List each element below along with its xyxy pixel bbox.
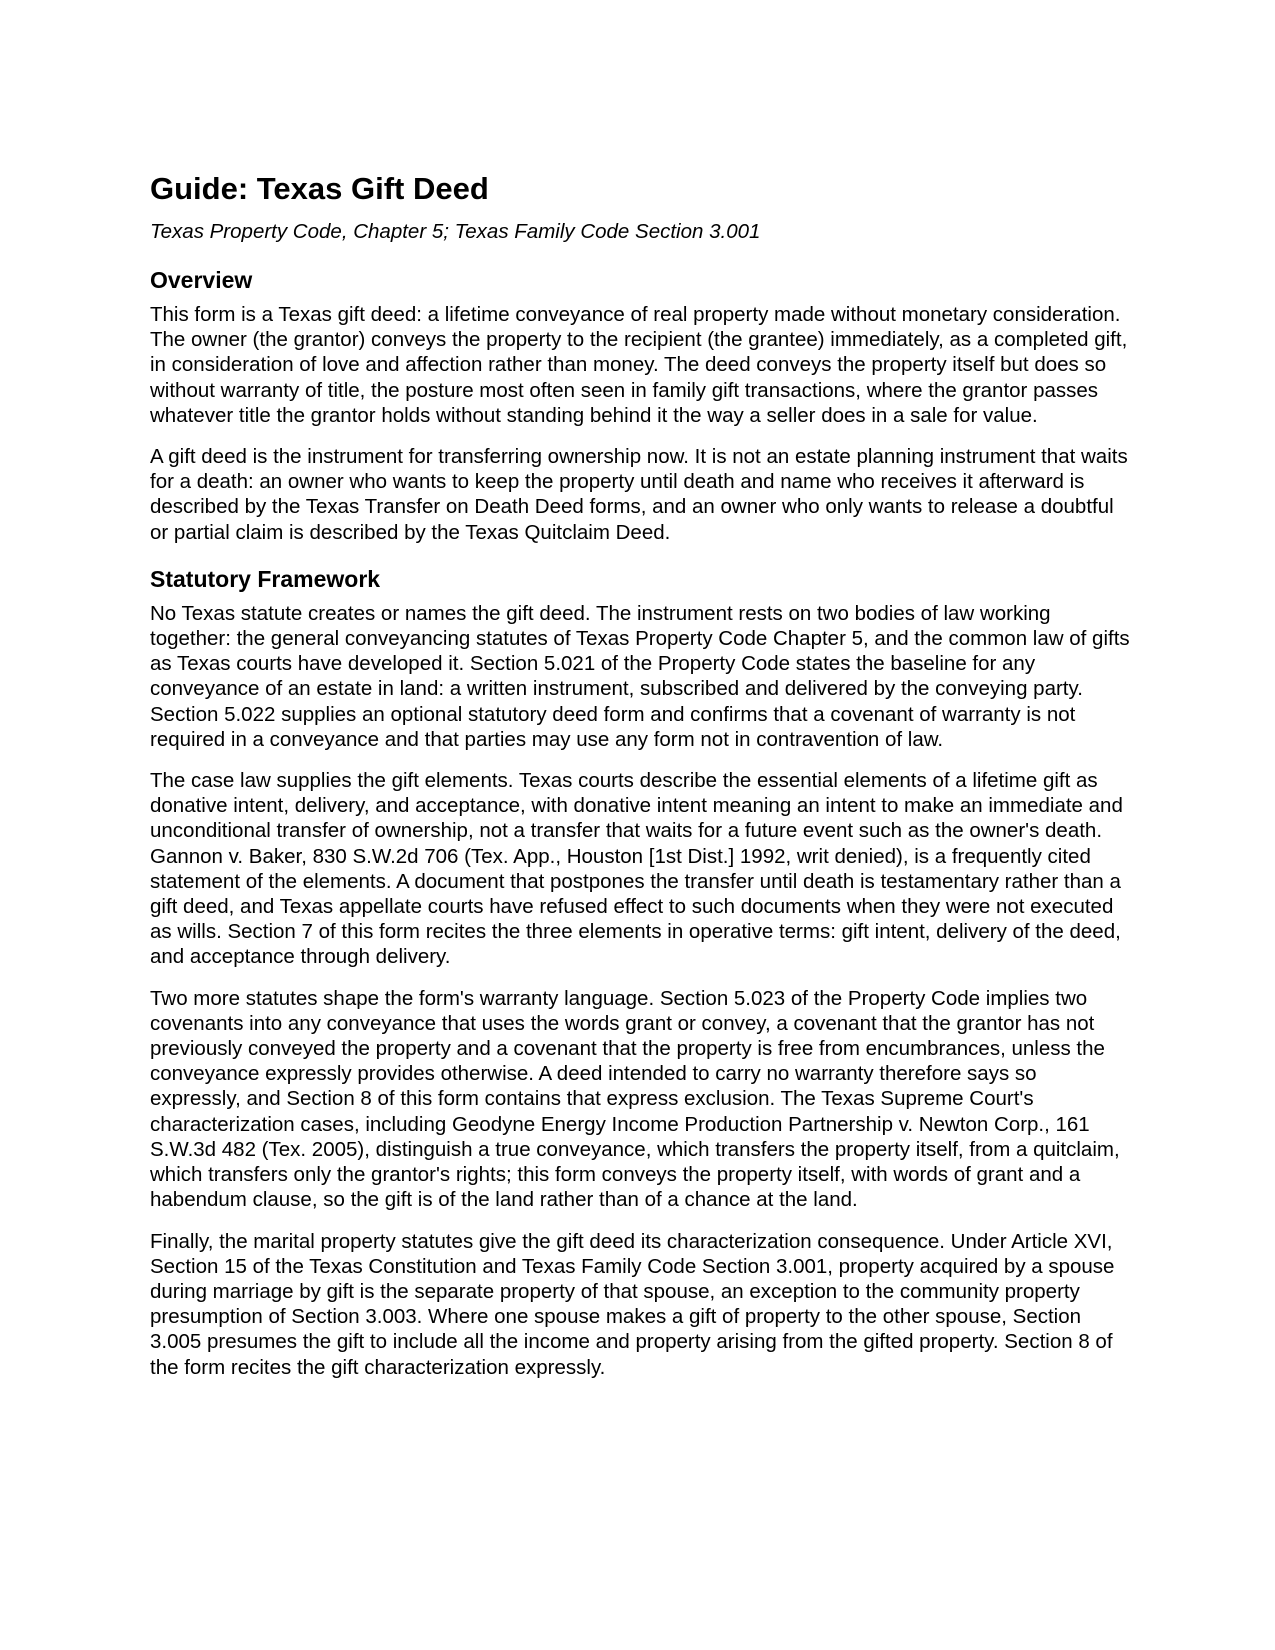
paragraph: The case law supplies the gift elements. Texas courts describe the essential elements of a lifetime gift as donative intent, delivery, and acceptance, with donative intent meaning an intent to make an immediate and unconditional transfer of ownership, not a transfer that waits for a future event such as the owner's death. Gannon v. Baker, 830 S.W.2d 706 (Tex. App., Houston [1st Dist.] 1992, writ denied), is a frequently cited statement of the elements. A document that postpones the transfer until death is testamentary rather than a gift deed, and Texas appellate courts have refused effect to such documents when they were not executed as wills. Section 7 of this form recites the three elements in operative terms: gift intent, delivery of the deed, and acceptance through delivery.: [150, 769, 1123, 969]
paragraph: Finally, the marital property statutes give the gift deed its characterization consequence. Under Article XVI, Section 15 of the Texas Constitution and Texas Family Code Section 3.001, property acquired by a spouse during marriage by gift is the separate property of that spouse, an exception to the community property presumption of Section 3.003. Where one spouse makes a gift of property to the other spouse, Section 3.005 presumes the gift to include all the income and property arising from the gifted property. Section 8 of the form recites the gift characterization expressly.: [150, 1229, 1115, 1379]
paragraph: This form is a Texas gift deed: a lifetime conveyance of real property made without monetary consideration. The owner (the grantor) conveys the property to the recipient (the grantee) immediately, as a completed gift, in consideration of love and affection rather than money. The deed conveys the property itself but does so without warranty of title, the posture most often seen in family gift transactions, where the grantor passes whatever title the grantor holds without standing behind it the way a seller does in a sale for value.: [150, 303, 1128, 427]
section-statutory-framework: [150, 565, 1130, 1380]
paragraph: No Texas statute creates or names the gift deed. The instrument rests on two bodies of law working together: the general conveyancing statutes of Texas Property Code Chapter 5, and the common law of gifts as Texas courts have developed it. Section 5.021 of the Property Code states the baseline for any conveyance of an estate in land: a written instrument, subscribed and delivered by the conveying party. Section 5.022 supplies an optional statutory deed form and confirms that a covenant of warranty is not required in a conveyance and that parties may use any form not in contravention of law.: [150, 601, 1130, 751]
section-heading: Statutory Framework: [150, 565, 381, 592]
document-page: [150, 170, 1130, 1396]
paragraph: Two more statutes shape the form's warranty language. Section 5.023 of the Property Code implies two covenants into any conveyance that uses the words grant or convey, a covenant that the grantor has not previously conveyed the property and a covenant that the property is free from encumbrances, unless the conveyance expressly provides otherwise. A deed intended to carry no warranty therefore says so expressly, and Section 8 of this form contains that express exclusion. The Texas Supreme Court's characterization cases, including Geodyne Energy Income Production Partnership v. Newton Corp., 161 S.W.3d 482 (Tex. 2005), distinguish a true conveyance, which transfers the property itself, from a quitclaim, which transfers only the grantor's rights; this form conveys the property itself, with words of grant and a habendum clause, so the gift is of the land rather than of a chance at the land.: [150, 986, 1120, 1212]
document-title: Guide: Texas Gift Deed: [150, 171, 489, 206]
document-subtitle: Texas Property Code, Chapter 5; Texas Family Code Section 3.001: [150, 220, 761, 243]
paragraph: A gift deed is the instrument for transferring ownership now. It is not an estate planning instrument that waits for a death: an owner who wants to keep the property until death and name who receives it afterward is described by the Texas Transfer on Death Deed forms, and an owner who only wants to release a doubtful or partial claim is described by the Texas Quitclaim Deed.: [150, 445, 1128, 544]
section-heading: Overview: [150, 267, 253, 293]
section-overview: [150, 266, 1130, 545]
